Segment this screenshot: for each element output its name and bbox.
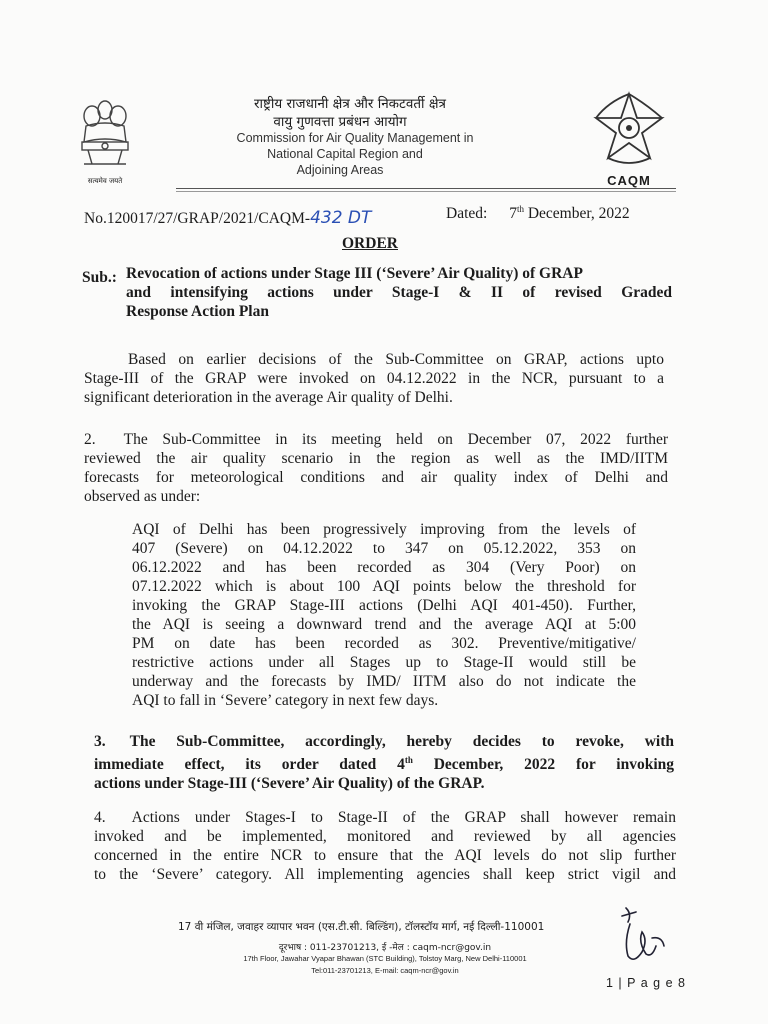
quote-line: 06.12.2022 and has been recorded as 304 (Very Poor) on xyxy=(132,559,636,576)
paragraph-4 xyxy=(94,808,676,884)
date-rest: December, 2022 xyxy=(523,205,630,223)
para4-line: invoked and be implemented, monitored and reviewed by all agencies xyxy=(94,828,676,845)
para4-line: concerned in the entire NCR to ensure that the AQI levels do not slip further xyxy=(94,847,676,864)
quote-line: invoking the GRAP Stage-III actions (Delhi AQI 401-450). Further, xyxy=(132,597,636,614)
subject-line2: and intensifying actions under Stage-I & II of revised Graded xyxy=(126,284,672,301)
para2-line: observed as under: xyxy=(84,488,201,505)
quote-line: restrictive actions under all Stages up to Stage-II would still be xyxy=(132,654,636,671)
quote-line: AQI of Delhi has been progressively improving from the levels of xyxy=(132,521,636,538)
emblem-icon xyxy=(70,96,140,170)
subject-label: Sub.: xyxy=(82,269,117,286)
reference-number-text: No.120017/27/GRAP/2021/CAQM- xyxy=(84,210,311,227)
caqm-logo xyxy=(584,90,674,188)
emblem-motto: सत्यमेव जयते xyxy=(87,177,123,185)
paragraph-3 xyxy=(94,732,674,793)
footer-en-contact: Tel:011-23701213, E-mail: caqm-ncr@gov.in xyxy=(311,966,459,975)
caqm-logo-text: CAQM xyxy=(607,173,651,188)
paragraph-2 xyxy=(84,430,668,506)
para3-number: 3. xyxy=(94,733,106,750)
para3-line: immediate effect, its order dated 4 xyxy=(94,756,405,774)
para3-sup: th xyxy=(404,755,413,765)
para3-line: actions under Stage-III (‘Severe’ Air Quality) of the GRAP. xyxy=(94,775,485,793)
subject-line1: Revocation of actions under Stage III (‘Severe’ Air Quality) of GRAP xyxy=(126,265,583,282)
quote-line: 407 (Severe) on 04.12.2022 to 347 on 05.12.2022, 353 on xyxy=(132,540,636,557)
para4-line: to the ‘Severe’ category. All implementing agencies shall keep strict vigil and xyxy=(94,866,676,883)
para1-line: Stage-III of the GRAP were invoked on 04.12.2022 in the NCR, pursuant to a xyxy=(84,370,664,387)
signature-icon xyxy=(612,902,672,968)
footer-hindi-contact: दूरभाष : 011-23701213, ई -मेल : caqm-ncr@gov.in xyxy=(278,943,492,953)
quote-line: 07.12.2022 which is about 100 AQI points below the threshold for xyxy=(132,578,636,595)
paragraph-1 xyxy=(84,350,664,407)
national-emblem xyxy=(70,96,140,184)
signature xyxy=(612,902,672,968)
header-divider xyxy=(176,188,676,189)
para2-line: reviewed the air quality scenario in the region as well as the IMD/IITM xyxy=(84,450,668,467)
header-en-line3: Adjoining Areas xyxy=(296,163,384,177)
para3-line: The Sub-Committee, accordingly, hereby decides to revoke, with xyxy=(129,733,674,750)
caqm-star-icon xyxy=(584,90,674,168)
page-number: 1 | P a g e 8 xyxy=(606,976,686,990)
quote-line: AQI to fall in ‘Severe’ category in next few days. xyxy=(132,692,439,709)
order-title: ORDER xyxy=(342,235,398,252)
footer-en-address: 17th Floor, Jawahar Vyapar Bhawan (STC Building), Tolstoy Marg, New Delhi-110001 xyxy=(243,954,527,963)
para2-line: The Sub-Committee in its meeting held on December 07, 2022 further xyxy=(123,431,668,448)
date-day: 7 xyxy=(509,205,517,223)
para2-line: forecasts for meteorological conditions and air quality index of Delhi and xyxy=(84,469,668,486)
header-divider-2 xyxy=(176,191,676,192)
handwritten-number: 432 DT xyxy=(310,208,372,228)
subject-line3: Response Action Plan xyxy=(126,303,269,320)
quote-line: PM on date has been recorded as 302. Preventive/mitigative/ xyxy=(132,635,636,652)
header-en-line2: National Capital Region and xyxy=(267,147,423,161)
footer-hindi-address: 17 वी मंजिल, जवाहर व्यापार भवन (एस.टी.सी. बिल्डिंग), टॉलस्टॉय मार्ग, नई दिल्ली-110001 xyxy=(178,921,545,933)
quoted-block xyxy=(132,520,636,710)
quote-line: the AQI is seeing a downward trend and the average AQI at 5:00 xyxy=(132,616,636,633)
header-hindi-line1: राष्ट्रीय राजधानी क्षेत्र और निकटवर्ती क्षेत्र xyxy=(254,96,446,112)
para4-number: 4. xyxy=(94,809,106,826)
quote-line: underway and the forecasts by IMD/ IITM also do not indicate the xyxy=(132,673,636,690)
reference-date xyxy=(446,204,630,223)
para2-number: 2. xyxy=(84,431,96,448)
header-en-line1: Commission for Air Quality Management in xyxy=(236,131,474,145)
dated-label: Dated: xyxy=(446,205,488,223)
para3-line: December, 2022 for invoking xyxy=(412,756,675,774)
date-sup: th xyxy=(516,204,524,214)
para4-line: Actions under Stages-I to Stage-II of the GRAP shall however remain xyxy=(131,809,676,826)
reference-number xyxy=(84,208,371,228)
para1-line: Based on earlier decisions of the Sub-Committee on GRAP, actions upto xyxy=(128,351,664,368)
header-hindi-line2: वायु गुणवत्ता प्रबंधन आयोग xyxy=(273,114,407,130)
para1-line: significant deterioration in the average Air quality of Delhi. xyxy=(84,389,453,406)
